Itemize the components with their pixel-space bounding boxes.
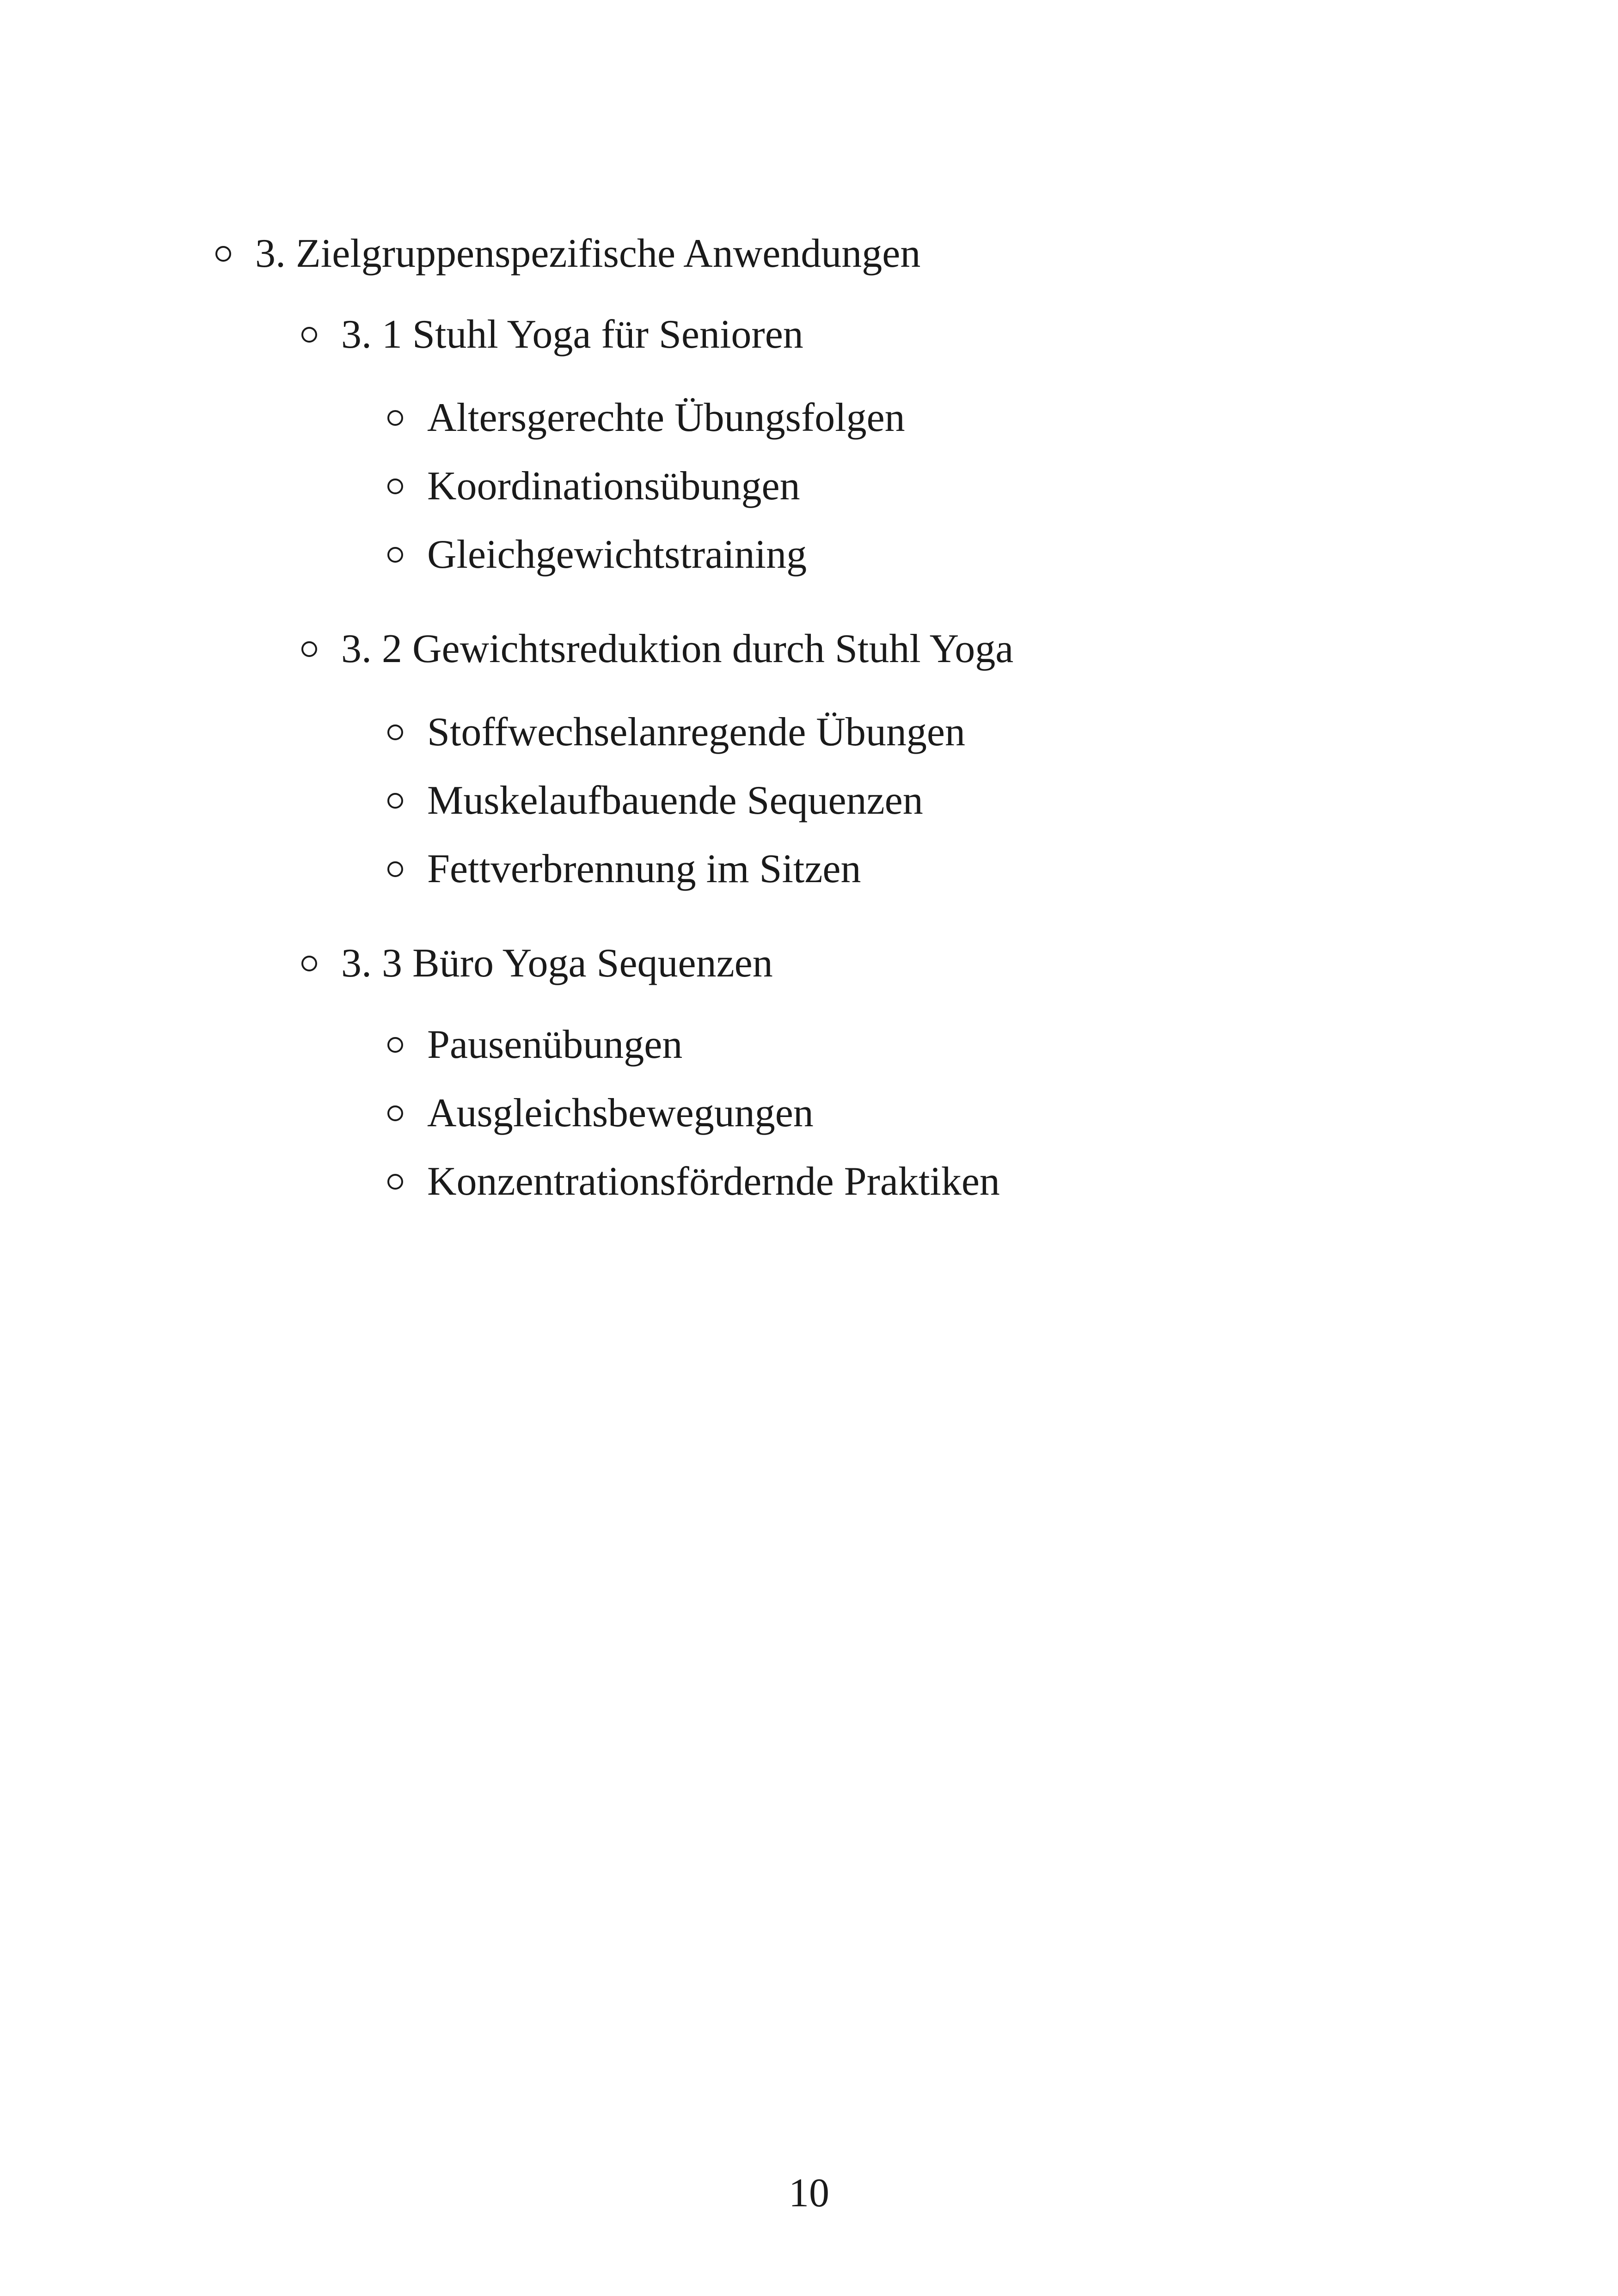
circle-bullet-icon bbox=[387, 793, 403, 809]
outline-subitem bbox=[387, 1161, 1000, 1202]
outline-item-label: 3. Zielgruppenspezifische Anwendungen bbox=[255, 231, 921, 276]
circle-bullet-icon bbox=[387, 547, 403, 563]
outline-subitem bbox=[387, 712, 965, 753]
circle-bullet-icon bbox=[387, 1105, 403, 1121]
page-number: 10 bbox=[789, 2171, 829, 2216]
circle-bullet-icon bbox=[387, 724, 403, 740]
outline-subitem-label: Muskelaufbauende Sequenzen bbox=[427, 778, 923, 823]
outline-subitem-label: Gleichgewichtstraining bbox=[427, 532, 807, 577]
outline-subitem bbox=[387, 780, 923, 821]
outline-subitem bbox=[387, 849, 861, 890]
circle-bullet-icon bbox=[387, 410, 403, 426]
outline-subitem-label: Koordinationsübungen bbox=[427, 464, 800, 509]
outline-subitem bbox=[387, 1093, 814, 1134]
outline-subitem-label: Konzentrationsfördernde Praktiken bbox=[427, 1159, 1000, 1204]
circle-bullet-icon bbox=[387, 1037, 403, 1053]
circle-bullet-icon bbox=[215, 246, 231, 262]
circle-bullet-icon bbox=[387, 1174, 403, 1190]
outline-subitem-label: Altersgerechte Übungsfolgen bbox=[427, 395, 905, 440]
outline-subitem bbox=[387, 534, 807, 575]
outline-subitem-label: Pausenübungen bbox=[427, 1022, 683, 1067]
circle-bullet-icon bbox=[301, 641, 317, 657]
outline-subitem bbox=[387, 1022, 683, 1067]
outline-section-3-3 bbox=[301, 943, 773, 984]
circle-bullet-icon bbox=[301, 956, 317, 971]
outline-section-label: 3. 1 Stuhl Yoga für Senioren bbox=[341, 312, 803, 357]
outline-subitem-label: Fettverbrennung im Sitzen bbox=[427, 847, 861, 891]
outline-item-main bbox=[215, 233, 920, 274]
outline-subitem-label: Ausgleichsbewegungen bbox=[427, 1091, 814, 1136]
outline-section-3-2 bbox=[301, 626, 1014, 671]
outline-subitem bbox=[387, 466, 800, 507]
circle-bullet-icon bbox=[387, 479, 403, 494]
outline-section-3-1 bbox=[301, 314, 803, 355]
circle-bullet-icon bbox=[301, 327, 317, 343]
circle-bullet-icon bbox=[387, 861, 403, 877]
outline-section-label: 3. 3 Büro Yoga Sequenzen bbox=[341, 941, 773, 986]
outline-subitem bbox=[387, 395, 905, 440]
outline-subitem-label: Stoffwechselanregende Übungen bbox=[427, 710, 965, 755]
outline-section-label: 3. 2 Gewichtsreduktion durch Stuhl Yoga bbox=[341, 626, 1014, 671]
